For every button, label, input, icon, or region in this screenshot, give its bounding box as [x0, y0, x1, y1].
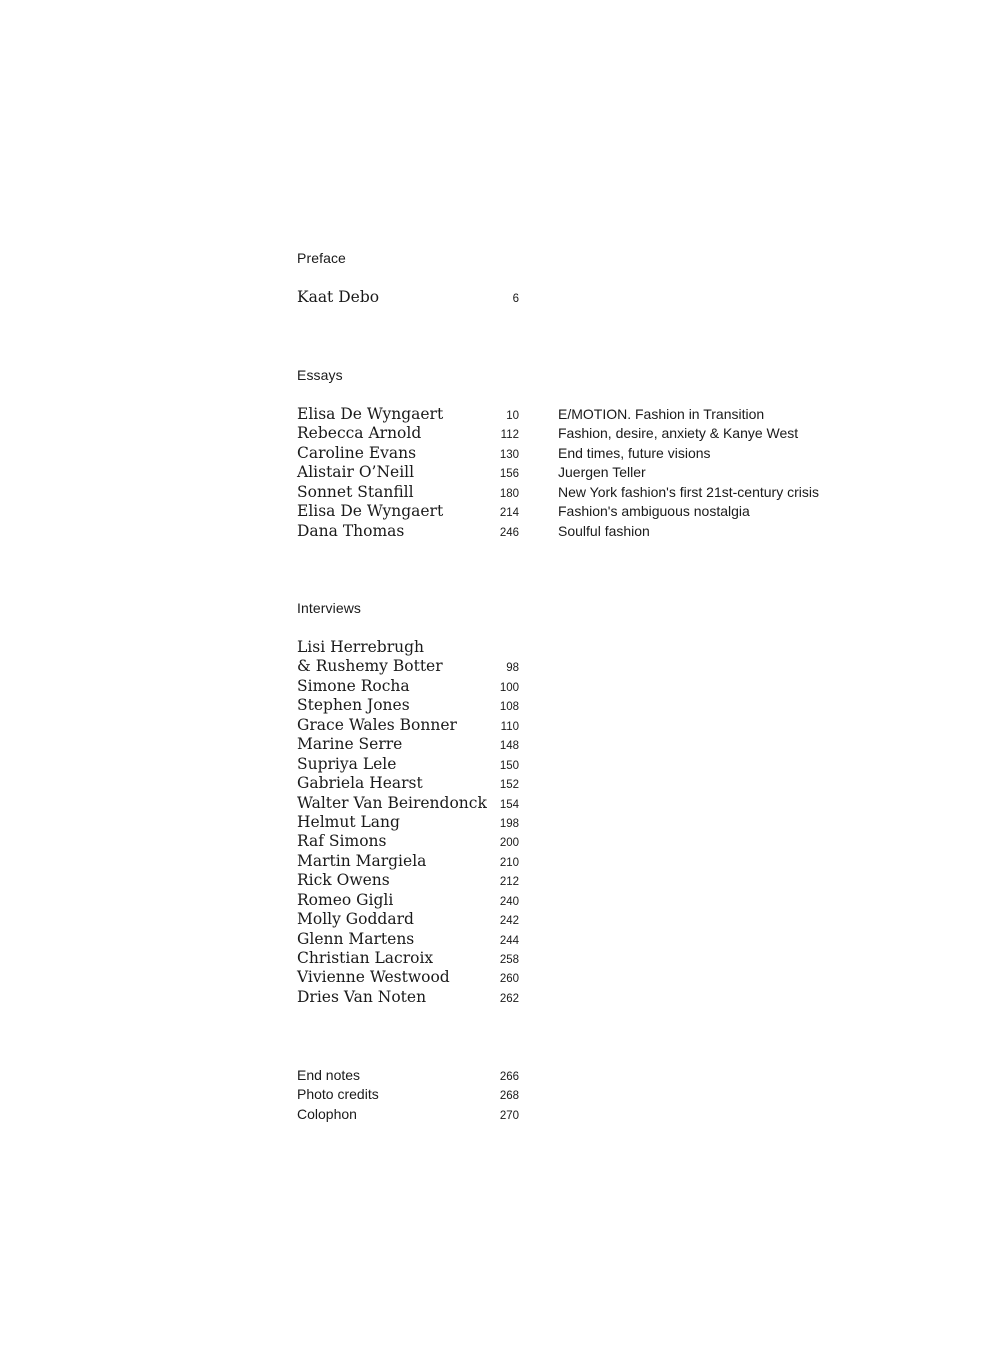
contributor-name: Simone Rocha [297, 676, 410, 695]
page-number: 112 [500, 429, 519, 442]
toc-entry [297, 852, 857, 871]
toc-entry [297, 483, 857, 502]
contributor-name: Stephen Jones [297, 696, 410, 715]
page-number: 258 [499, 954, 519, 966]
back-matter-label: End notes [297, 1067, 361, 1083]
toc-entry [297, 755, 857, 774]
contributor-name: Raf Simons [297, 832, 387, 851]
page-number: 244 [499, 934, 519, 947]
interviews-list [297, 638, 857, 1007]
section-heading-preface: Preface [297, 250, 346, 266]
contributor-name: Kaat Debo [297, 288, 380, 306]
toc-entry [297, 677, 857, 696]
essay-title: Soulful fashion [558, 522, 650, 539]
page-number: 152 [499, 779, 519, 792]
page-number: 130 [499, 448, 519, 461]
page-number: 270 [499, 1109, 519, 1122]
toc-entry [297, 949, 857, 968]
section-heading-interviews: Interviews [297, 600, 362, 616]
contributor-name: Gabriela Hearst [297, 774, 423, 793]
contributor-name: Romeo Gigli [297, 890, 394, 909]
page-number: 6 [512, 293, 519, 305]
toc-entry [297, 910, 857, 929]
contributor-name: Marine Serre [297, 735, 403, 754]
page-number: 240 [499, 895, 519, 908]
essay-title: New York fashion's first 21st-century crisis [558, 483, 819, 500]
page-number: 260 [499, 973, 519, 986]
contributor-name: Christian Lacroix [297, 949, 434, 967]
toc-entry [297, 657, 857, 676]
toc-entry [297, 871, 857, 890]
toc-entry [297, 405, 857, 424]
page-number: 10 [506, 410, 519, 422]
page-number: 148 [499, 740, 519, 753]
contributor-name: & Rushemy Botter [297, 657, 443, 676]
page-number: 110 [500, 720, 519, 733]
contributor-name: Caroline Evans [297, 443, 417, 462]
page-number: 242 [499, 915, 519, 928]
toc-entry [297, 1085, 857, 1104]
contributor-name: Sonnet Stanfill [297, 482, 414, 501]
page-number: 210 [499, 856, 519, 869]
page-number: 262 [499, 992, 519, 1005]
toc-entry [297, 522, 857, 541]
page-number: 154 [499, 798, 519, 811]
section-heading-essays: Essays [297, 367, 343, 383]
toc-entry [297, 288, 857, 307]
toc-entry [297, 735, 857, 754]
toc-entry [297, 1105, 857, 1124]
page-number: 198 [499, 817, 519, 830]
back-matter-list [297, 1066, 857, 1124]
contributor-name: Rebecca Arnold [297, 424, 422, 443]
essays-list [297, 405, 857, 541]
contributor-name: Martin Margiela [297, 851, 427, 870]
essay-title: Fashion, desire, anxiety & Kanye West [558, 425, 799, 442]
toc-entry [297, 1066, 857, 1085]
contributor-name: Molly Goddard [297, 910, 414, 929]
contributor-name: Dana Thomas [297, 521, 405, 540]
page-number: 98 [506, 662, 519, 675]
page-number: 246 [499, 526, 519, 539]
toc-entry [297, 696, 857, 715]
toc-entry [297, 988, 857, 1007]
contributor-name: Rick Owens [297, 871, 390, 890]
toc-entry [297, 813, 857, 832]
contributor-name: Lisi Herrebrugh [297, 638, 424, 656]
page-number: 100 [499, 681, 519, 694]
contributor-name: Walter Van Beirendonck [297, 793, 487, 812]
page-number: 156 [499, 468, 519, 481]
toc-entry [297, 502, 857, 521]
contributor-name: Vivienne Westwood [297, 968, 450, 987]
page-number: 214 [499, 507, 519, 520]
back-matter-label: Colophon [297, 1105, 357, 1122]
contributor-name: Glenn Martens [297, 929, 415, 948]
page-number: 180 [499, 487, 519, 500]
page-number: 266 [499, 1071, 519, 1083]
essay-title: E/MOTION. Fashion in Transition [558, 406, 765, 422]
contributor-name: Elisa De Wyngaert [297, 502, 444, 521]
page-number: 200 [499, 837, 519, 850]
page-number: 212 [499, 876, 519, 889]
toc-entry [297, 930, 857, 949]
contributor-name: Helmut Lang [297, 812, 400, 831]
page-number: 268 [499, 1090, 519, 1103]
essay-title: Fashion's ambiguous nostalgia [558, 503, 750, 520]
contributor-name: Dries Van Noten [297, 987, 427, 1006]
toc-entry [297, 968, 857, 987]
toc-entry [297, 794, 857, 813]
toc-entry [297, 774, 857, 793]
essay-title: Juergen Teller [558, 464, 646, 481]
toc-entry [297, 638, 857, 657]
contributor-name: Elisa De Wyngaert [297, 405, 444, 423]
preface-list [297, 288, 857, 307]
contributor-name: Grace Wales Bonner [297, 715, 457, 734]
toc-entry [297, 716, 857, 735]
toc-entry [297, 424, 857, 443]
back-matter-label: Photo credits [297, 1086, 379, 1103]
page-number: 150 [499, 759, 519, 772]
page-number: 108 [499, 701, 519, 714]
toc-entry [297, 444, 857, 463]
toc-entry [297, 891, 857, 910]
toc-entry [297, 832, 857, 851]
contributor-name: Supriya Lele [297, 754, 397, 773]
toc-entry [297, 463, 857, 482]
essay-title: End times, future visions [558, 444, 711, 461]
contributor-name: Alistair O’Neill [297, 463, 415, 482]
